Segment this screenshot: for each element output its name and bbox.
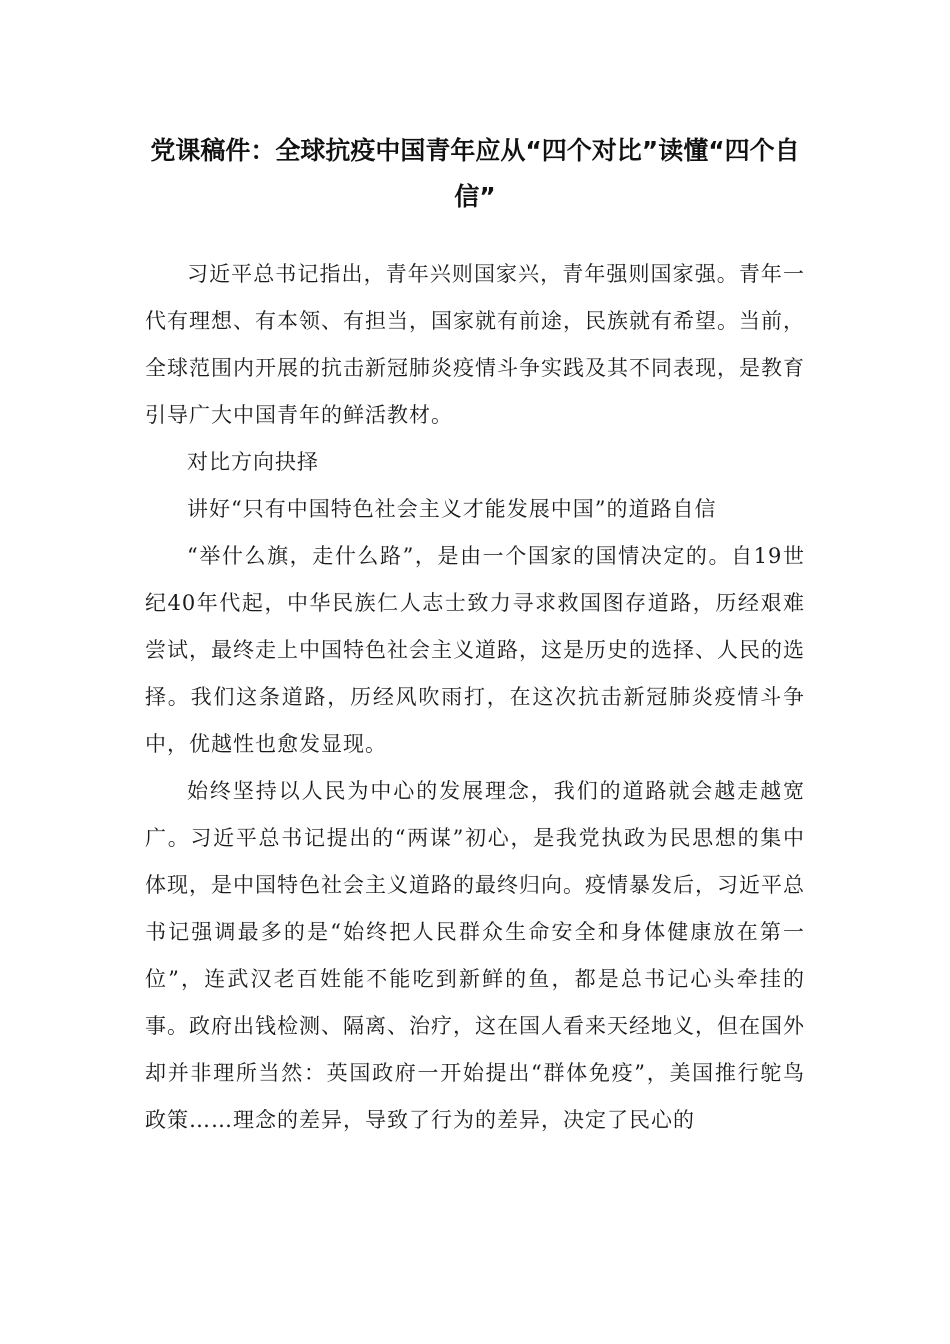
paragraph-intro: 习近平总书记指出，青年兴则国家兴，青年强则国家强。青年一代有理想、有本领、有担当，国家就有前途，民族就有希望。当前，全球范围内开展的抗击新冠肺炎疫情斗争实践及其不同表现，是教育引导广大中国青年的鲜活教材。 — [145, 262, 805, 427]
document-body — [145, 251, 805, 1144]
section-heading: 对比方向抉择 — [187, 450, 319, 474]
paragraph-people-centered: 始终坚持以人民为中心的发展理念，我们的道路就会越走越宽广。习近平总书记提出的“两谋”初心，是我党执政为民思想的集中体现，是中国特色社会主义道路的最终归向。疫情暴发后，习近平总书记强调最多的是“始终把人民群众生命安全和身体健康放在第一位”，连武汉老百姓能不能吃到新鲜的鱼，都是总书记心头牵挂的事。政府出钱检测、隔离、治疗，这在国人看来天经地义，但在国外却并非理所当然：英国政府一开始提出“群体免疫”，美国推行鸵鸟政策……理念的差异，导致了行为的差异，决定了民心的 — [145, 779, 805, 1132]
section-subheading: 讲好“只有中国特色社会主义才能发展中国”的道路自信 — [187, 497, 717, 521]
paragraph-path: “举什么旗，走什么路”，是由一个国家的国情决定的。自19世纪40年代起，中华民族仁人志士致力寻求救国图存道路，历经艰难尝试，最终走上中国特色社会主义道路，这是历史的选择、人民的选择。我们这条道路，历经风吹雨打，在这次抗击新冠肺炎疫情斗争中，优越性也愈发显现。 — [145, 544, 805, 756]
document-title: 党课稿件：全球抗疫中国青年应从“四个对比”读懂“四个自信” — [150, 136, 800, 211]
